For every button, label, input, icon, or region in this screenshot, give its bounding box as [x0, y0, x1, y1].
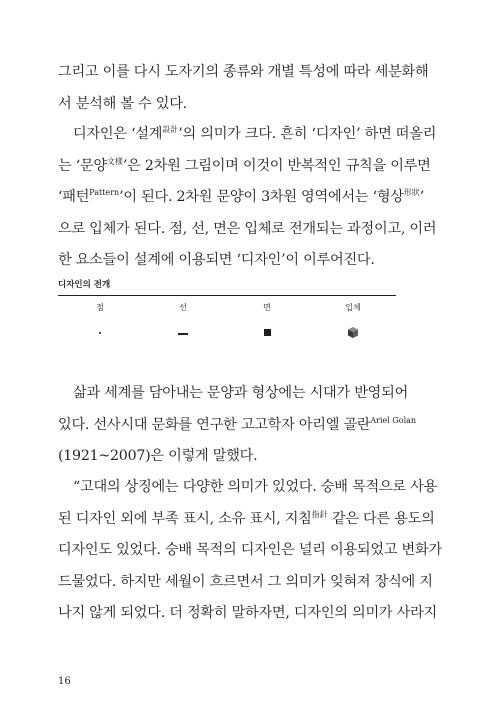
text-line: 디자인도 있었다. 숭배 목적의 디자인은 널리 이용되었고 변화가: [58, 542, 442, 558]
text-line: [58, 410, 417, 442]
hanja-annotation: 設計: [162, 125, 179, 134]
text-line: (1921~2007)은 이렇게 말했다.: [58, 448, 258, 464]
line-shape-icon: [178, 333, 188, 335]
text-run: 디자인은 ‘설계: [73, 126, 163, 142]
text-line: 그리고 이를 다시 도자기의 종류와 개별 특성에 따라 세분화해: [58, 64, 429, 80]
text-line: “고대의 상징에는 다양한 의미가 있었다. 숭배 목적으로 사용: [73, 479, 438, 495]
point-shape-icon: [99, 332, 101, 334]
text-run: 있다. 선사시대 문화를 연구한 고고학자 아리엘 골란: [58, 416, 371, 433]
text-run: ’은 2차원 그림이며 이것이 반복적인 규칙을 이루면: [122, 157, 431, 174]
text-run: ’의 의미가 크다. 흔히 ‘디자인’ 하면 떠올리: [178, 126, 437, 142]
text-line: 서 분석해 볼 수 있다.: [58, 95, 187, 112]
english-annotation: Pattern: [89, 188, 120, 197]
figure-label-point: 점: [96, 303, 104, 312]
text-line: [58, 119, 437, 151]
text-line: 드물었다. 하지만 세월이 흐르면서 그 의미가 잊혀져 장식에 지: [58, 573, 433, 590]
text-line: [58, 504, 435, 536]
text-line: 한 요소들이 설계에 이용되면 ‘디자인’이 이루어진다.: [58, 252, 375, 268]
figure-label-plane: 면: [263, 303, 271, 312]
hanja-annotation: 指針: [311, 509, 328, 519]
page-number: 16: [58, 676, 71, 687]
hanja-annotation: 文樣: [106, 156, 123, 166]
figure-label-line: 선: [179, 303, 187, 312]
text-line: 나지 않게 되었다. 더 정확히 말하자면, 디자인의 의미가 사라지: [58, 605, 437, 621]
square-shape-icon: [264, 329, 271, 336]
text-run: ’이 된다. 2차원 문양이 3차원 영역에서는 ‘형상: [119, 189, 404, 205]
text-run: ‘패턴: [58, 189, 90, 205]
paragraph-4: [58, 472, 442, 630]
figure-title: 디자인의 전개: [58, 280, 111, 290]
text-line: 으로 입체가 된다. 점, 선, 면은 입체로 전개되는 과정이고, 이러: [58, 220, 437, 237]
text-line: [58, 151, 431, 183]
cube-shape-icon: [348, 327, 358, 338]
figure-label-solid: 입체: [345, 303, 361, 312]
design-development-figure: [58, 278, 396, 314]
paragraph-3: [58, 378, 417, 473]
figure-labels-row: [58, 296, 396, 314]
text-run: ’: [419, 189, 425, 205]
paragraph-2: [58, 119, 437, 277]
hanja-annotation: 形狀: [403, 188, 420, 197]
text-line: [58, 182, 425, 214]
text-run: 는 ‘문양: [58, 157, 107, 174]
paragraph-1: [58, 57, 429, 120]
text-run: 된 디자인 외에 부족 표시, 소유 표시, 지침: [58, 510, 312, 527]
english-annotation: Ariel Golan: [370, 415, 417, 425]
text-line: 삶과 세계를 담아내는 문양과 형상에는 시대가 반영되어: [73, 385, 409, 401]
text-run: 같은 다른 용도의: [327, 510, 435, 527]
